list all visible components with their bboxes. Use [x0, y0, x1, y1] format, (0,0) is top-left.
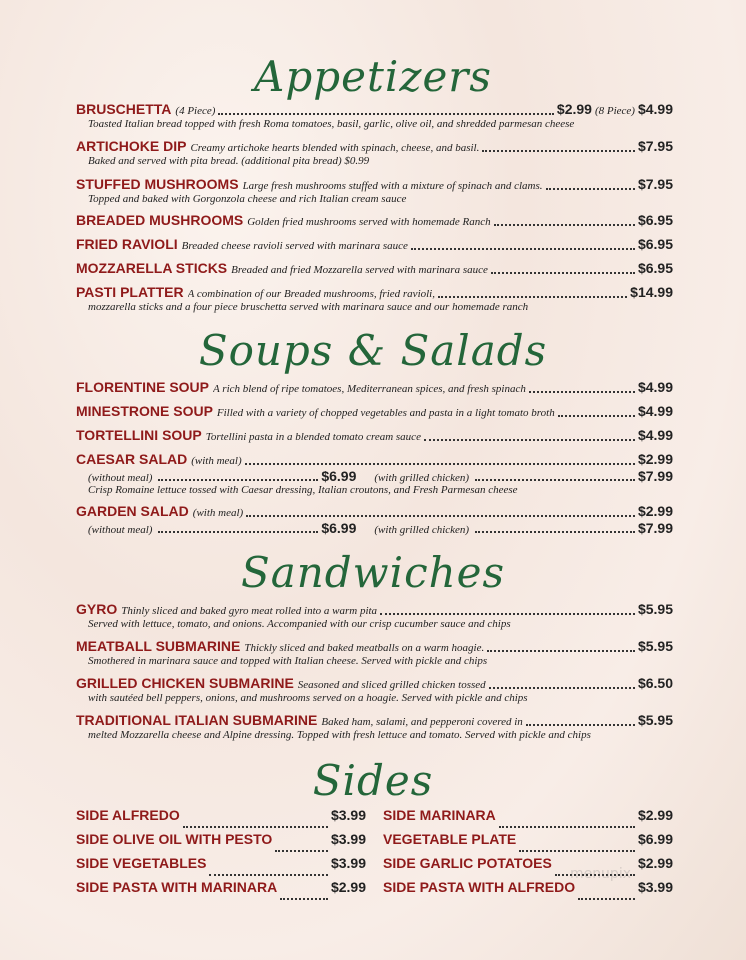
leader-dots — [158, 479, 318, 481]
appetizers-heading: Appetizers — [254, 52, 492, 101]
menu-item-tortellini-soup — [76, 427, 673, 444]
leader-dots — [209, 874, 328, 876]
sandwiches-heading: Sandwiches — [240, 548, 506, 597]
item-description: Tortellini pasta in a blended tomato cream sauce — [205, 431, 421, 443]
menu-item-bruschetta — [76, 101, 673, 131]
leader-dots — [499, 826, 635, 828]
item-name: SIDE PASTA WITH MARINARA — [76, 879, 278, 895]
item-description: Crisp Romaine lettuce tossed with Caesar dressing, Italian croutons, and Fresh Parmesan cheese — [88, 484, 518, 496]
sides-heading: Sides — [312, 756, 434, 805]
item-name: SIDE OLIVE OIL WITH PESTO — [76, 831, 273, 847]
item-price: $2.99 — [556, 101, 592, 117]
leader-dots — [489, 687, 635, 689]
item-price: $5.95 — [637, 638, 673, 654]
option-label: (without meal) — [88, 524, 153, 536]
item-price: $2.99 — [330, 879, 366, 895]
item-price: $6.50 — [637, 675, 673, 691]
watermark: menupix — [569, 866, 631, 882]
item-name: PASTI PLATTER — [76, 284, 184, 300]
item-description: Breaded and fried Mozzarella served with marinara sauce — [231, 264, 488, 276]
item-price: $2.99 — [637, 855, 673, 871]
leader-dots — [380, 613, 635, 615]
leader-dots — [183, 826, 328, 828]
menu-item-pasti-platter — [76, 284, 673, 314]
menu-item-gyro — [76, 601, 673, 631]
item-price: $3.99 — [330, 807, 366, 823]
item-price: $3.99 — [330, 831, 366, 847]
item-name: GRILLED CHICKEN SUBMARINE — [76, 675, 294, 691]
item-description: Thinly sliced and baked gyro meat rolled into a warm pita — [121, 605, 378, 617]
item-price: $6.99 — [637, 831, 673, 847]
leader-dots — [558, 415, 635, 417]
soups-salads-heading: Soups & Salads — [198, 326, 548, 375]
leader-dots — [529, 391, 635, 393]
item-description: Toasted Italian bread topped with fresh Roma tomatoes, basil, garlic, olive oil, and shredded parmesan cheese — [88, 118, 575, 130]
option-label: (without meal) — [88, 472, 153, 484]
option-label: (with grilled chicken) — [374, 472, 470, 484]
leader-dots — [246, 515, 635, 517]
item-name: ARTICHOKE DIP — [76, 138, 187, 154]
menu-item-florentine-soup — [76, 379, 673, 396]
item-price: $14.99 — [630, 284, 673, 300]
item-price-note: (8 Piece) — [594, 105, 635, 117]
item-name: SIDE ALFREDO — [76, 807, 180, 823]
menu-item-stuffed-mushrooms — [76, 176, 673, 206]
item-price: $4.99 — [637, 379, 673, 395]
option-price: $6.99 — [321, 468, 357, 484]
item-price: $5.95 — [637, 601, 673, 617]
item-description: Golden fried mushrooms served with homemade Ranch — [247, 216, 491, 228]
item-description-2: melted Mozzarella cheese and Alpine dressing. Topped with fresh lettuce and tomato. Served with pickle and chips — [88, 729, 591, 741]
menu-item-grilled-chicken-submarine — [76, 675, 673, 705]
menu-item-breaded-mushrooms — [76, 212, 673, 229]
item-description-2: Served with lettuce, tomato, and onions. Accompanied with our crisp cucumber sauce and chips — [88, 618, 511, 630]
leader-dots — [482, 150, 635, 152]
item-price: $5.95 — [637, 712, 673, 728]
side-item — [383, 807, 673, 831]
item-price: $3.99 — [637, 879, 673, 895]
item-description: Seasoned and sliced grilled chicken tossed — [297, 679, 486, 691]
item-name: GARDEN SALAD — [76, 503, 189, 519]
item-name: MINESTRONE SOUP — [76, 403, 213, 419]
side-item — [76, 831, 366, 855]
leader-dots — [475, 479, 635, 481]
item-note: (with meal) — [192, 507, 244, 519]
item-description: Thickly sliced and baked meatballs on a warm hoagie. — [244, 642, 485, 654]
item-description-2: with sautéed bell peppers, onions, and mushrooms served on a hoagie. Served with pickle and chips — [88, 692, 528, 704]
item-description: Filled with a variety of chopped vegetables and pasta in a light tomato broth — [216, 407, 555, 419]
leader-dots — [218, 113, 554, 115]
leader-dots — [280, 898, 328, 900]
item-price-options — [76, 520, 673, 536]
item-description-2: mozzarella sticks and a four piece bruschetta served with marinara sauce and our homemade ranch — [88, 301, 529, 313]
leader-dots — [519, 850, 635, 852]
sides-right-column — [383, 807, 673, 903]
item-price: $7.95 — [637, 176, 673, 192]
option-label: (with grilled chicken) — [374, 524, 470, 536]
item-description-2: Topped and baked with Gorgonzola cheese and rich Italian cream sauce — [88, 193, 407, 205]
item-name: VEGETABLE PLATE — [383, 831, 517, 847]
side-item — [76, 807, 366, 831]
leader-dots — [487, 650, 635, 652]
leader-dots — [275, 850, 328, 852]
leader-dots — [494, 224, 635, 226]
leader-dots — [475, 531, 635, 533]
item-price: $4.99 — [637, 403, 673, 419]
item-description: A combination of our Breaded mushrooms, fried ravioli, — [187, 288, 435, 300]
item-description: Baked ham, salami, and pepperoni covered in — [321, 716, 523, 728]
item-name: GYRO — [76, 601, 118, 617]
item-description-2: Smothered in marinara sauce and topped with Italian cheese. Served with pickle and chips — [88, 655, 488, 667]
side-item — [383, 879, 673, 903]
item-name: CAESAR SALAD — [76, 451, 188, 467]
leader-dots — [526, 724, 635, 726]
item-price: $3.99 — [330, 855, 366, 871]
menu-item-minestrone-soup — [76, 403, 673, 420]
leader-dots — [158, 531, 318, 533]
leader-dots — [491, 272, 635, 274]
menu-item-traditional-italian-submarine — [76, 712, 673, 742]
menu-item-artichoke-dip — [76, 138, 673, 168]
item-name: SIDE PASTA WITH ALFREDO — [383, 879, 576, 895]
menu-item-meatball-submarine — [76, 638, 673, 668]
item-price: $2.99 — [637, 503, 673, 519]
item-price: $6.95 — [637, 260, 673, 276]
item-name: TORTELLINI SOUP — [76, 427, 202, 443]
item-name: BREADED MUSHROOMS — [76, 212, 244, 228]
option-price: $7.99 — [637, 520, 674, 536]
leader-dots — [578, 898, 635, 900]
item-name: BRUSCHETTA — [76, 101, 172, 117]
menu-item-fried-ravioli — [76, 236, 673, 253]
item-name: SIDE MARINARA — [383, 807, 496, 823]
item-price-2: $4.99 — [637, 101, 673, 117]
item-price: $2.99 — [637, 451, 673, 467]
item-name: TRADITIONAL ITALIAN SUBMARINE — [76, 712, 318, 728]
menu-item-garden-salad — [76, 503, 673, 536]
item-price: $7.95 — [637, 138, 673, 154]
item-name: MEATBALL SUBMARINE — [76, 638, 241, 654]
side-item — [76, 879, 366, 903]
option-price: $7.99 — [637, 468, 674, 484]
item-name: STUFFED MUSHROOMS — [76, 176, 239, 192]
item-name: MOZZARELLA STICKS — [76, 260, 228, 276]
item-price: $6.95 — [637, 236, 673, 252]
menu-item-mozzarella-sticks — [76, 260, 673, 277]
leader-dots — [546, 188, 635, 190]
item-price-options — [76, 468, 673, 484]
item-description: Large fresh mushrooms stuffed with a mixture of spinach and clams. — [242, 180, 543, 192]
item-description: Breaded cheese ravioli served with marinara sauce — [181, 240, 408, 252]
side-item — [76, 855, 366, 879]
menu-item-caesar-salad — [76, 451, 673, 497]
item-name: SIDE GARLIC POTATOES — [383, 855, 552, 871]
item-price: $4.99 — [637, 427, 673, 443]
item-price: $2.99 — [637, 807, 673, 823]
item-description: A rich blend of ripe tomatoes, Mediterranean spices, and fresh spinach — [213, 383, 526, 395]
leader-dots — [424, 439, 635, 441]
side-item — [383, 831, 673, 855]
item-price: $6.95 — [637, 212, 673, 228]
leader-dots — [411, 248, 635, 250]
leader-dots — [245, 463, 635, 465]
leader-dots — [438, 296, 627, 298]
option-price: $6.99 — [321, 520, 357, 536]
item-note: (with meal) — [191, 455, 242, 467]
item-name: SIDE VEGETABLES — [76, 855, 207, 871]
item-name: FLORENTINE SOUP — [76, 379, 210, 395]
item-name: FRIED RAVIOLI — [76, 236, 178, 252]
sides-left-column — [76, 807, 366, 903]
item-description: Creamy artichoke hearts blended with spinach, cheese, and basil. — [190, 142, 480, 154]
item-description-2: Baked and served with pita bread. (additional pita bread) $0.99 — [88, 155, 370, 167]
item-note: (4 Piece) — [175, 105, 216, 117]
